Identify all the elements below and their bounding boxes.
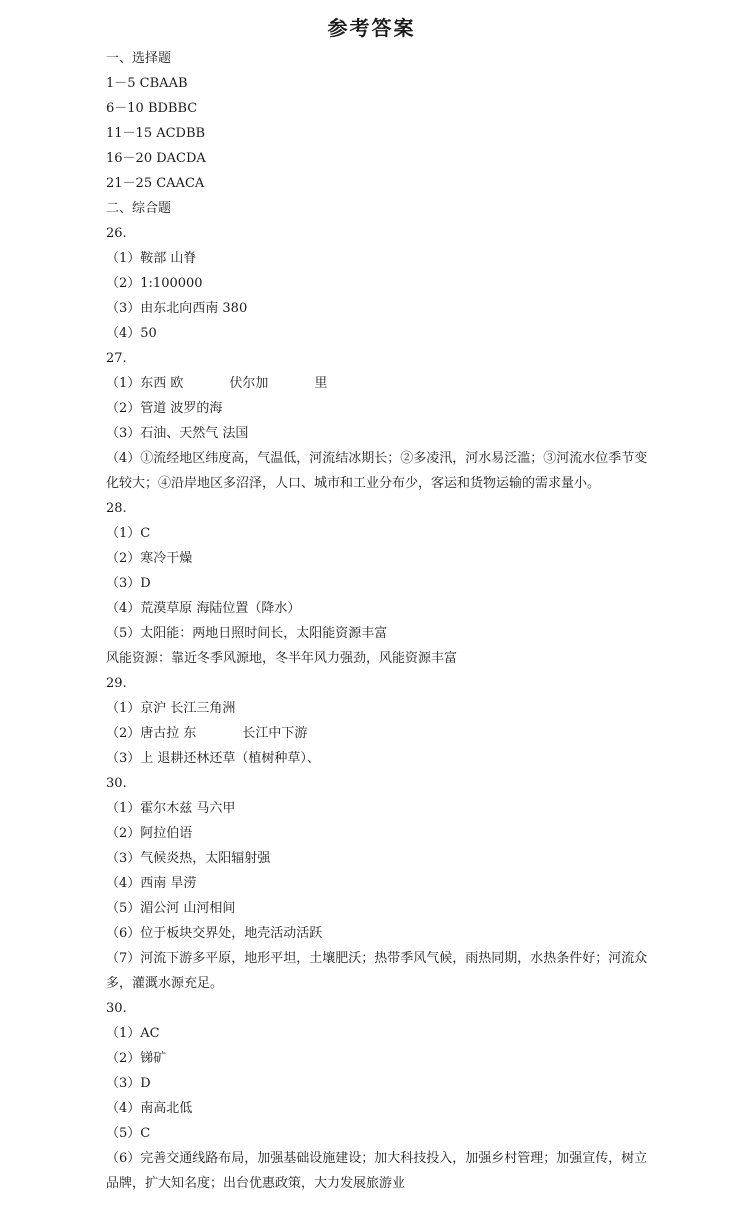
answer-line: （1）AC [106, 1026, 160, 1041]
question-number: 28. [106, 501, 127, 516]
answer-line: （1）霍尔木兹 马六甲 [106, 801, 236, 816]
answer-line: （4）①流经地区纬度高，气温低，河流结冰期长；②多凌汛，河水易泛滥；③河流水位季节变 [106, 451, 648, 466]
answer-line: （1）京沪 长江三角洲 [106, 701, 236, 716]
question-number: 27. [106, 351, 127, 366]
answer-line: （2）锑矿 [106, 1051, 167, 1066]
answer-line: （7）河流下游多平原，地形平坦，土壤肥沃；热带季风气候，雨热同期，水热条件好；河流众 [106, 951, 648, 966]
answer-line: （2）阿拉伯语 [106, 826, 193, 841]
answer-line: （1）鞍部 山脊 [106, 251, 197, 266]
answer-line: （5）C [106, 1126, 151, 1141]
answer-line: （3）D [106, 1076, 151, 1091]
answer-line: （5）湄公河 山河相间 [106, 901, 236, 916]
answer-line: 化较大；④沿岸地区多沼泽，人口、城市和工业分布少，客运和货物运输的需求量小。 [106, 476, 601, 491]
answer-line: 21－25 CAACA [106, 176, 205, 191]
answer-line: （4）西南 旱涝 [106, 876, 197, 891]
answer-line: （3）由东北向西南 380 [106, 301, 248, 316]
answer-line [106, 371, 722, 396]
answer-line: （4）50 [106, 326, 157, 341]
answer-line: （3）上 退耕还林还草（植树种草）、 [106, 751, 320, 766]
answer-part: （1）东西 欧 [106, 376, 184, 391]
answer-line: （5）太阳能：两地日照时间长，太阳能资源丰富 [106, 626, 388, 641]
answer-line: （3）石油、天然气 法国 [106, 426, 249, 441]
answer-line: （3）气候炎热，太阳辐射强 [106, 851, 271, 866]
question-number: 30. [106, 1001, 127, 1016]
answer-line: 1－5 CBAAB [106, 76, 188, 91]
answer-part: 伏尔加 [229, 376, 269, 391]
answer-line: （2）管道 波罗的海 [106, 401, 223, 416]
answer-line: （1）C [106, 526, 151, 541]
question-number: 29. [106, 676, 127, 691]
answer-line: （2）1:100000 [106, 276, 203, 291]
answer-line: （4）南高北低 [106, 1101, 193, 1116]
answer-part: 里 [314, 376, 328, 391]
page-title: 参考答案 [327, 16, 416, 40]
answer-line: （2）寒冷干燥 [106, 551, 193, 566]
answer-line: 11－15 ACDBB [106, 126, 206, 141]
answer-line: 风能资源：靠近冬季风源地，冬半年风力强劲，风能资源丰富 [106, 651, 458, 666]
answer-line: （3）D [106, 576, 151, 591]
answer-line: （6）完善交通线路布局，加强基础设施建设；加大科技投入，加强乡村管理；加强宣传，树立 [106, 1151, 648, 1166]
answer-line: （6）位于板块交界处，地壳活动活跃 [106, 926, 323, 941]
answer-line [106, 721, 722, 746]
question-number: 30. [106, 776, 127, 791]
answer-line: 16－20 DACDA [106, 151, 206, 166]
answer-line: 多，灌溉水源充足。 [106, 976, 224, 991]
question-number: 26. [106, 226, 127, 241]
answer-line: 品牌，扩大知名度；出台优惠政策，大力发展旅游业 [106, 1176, 406, 1191]
answer-lines [106, 46, 722, 1196]
section-heading-choice: 一、选择题 [106, 51, 172, 66]
answer-part: （2）唐古拉 东 [106, 726, 197, 741]
answer-line: 6－10 BDBBC [106, 101, 198, 116]
answer-part: 长江中下游 [242, 726, 308, 741]
section-heading-comprehensive: 二、综合题 [106, 201, 172, 216]
answer-line: （4）荒漠草原 海陆位置（降水） [106, 601, 301, 616]
